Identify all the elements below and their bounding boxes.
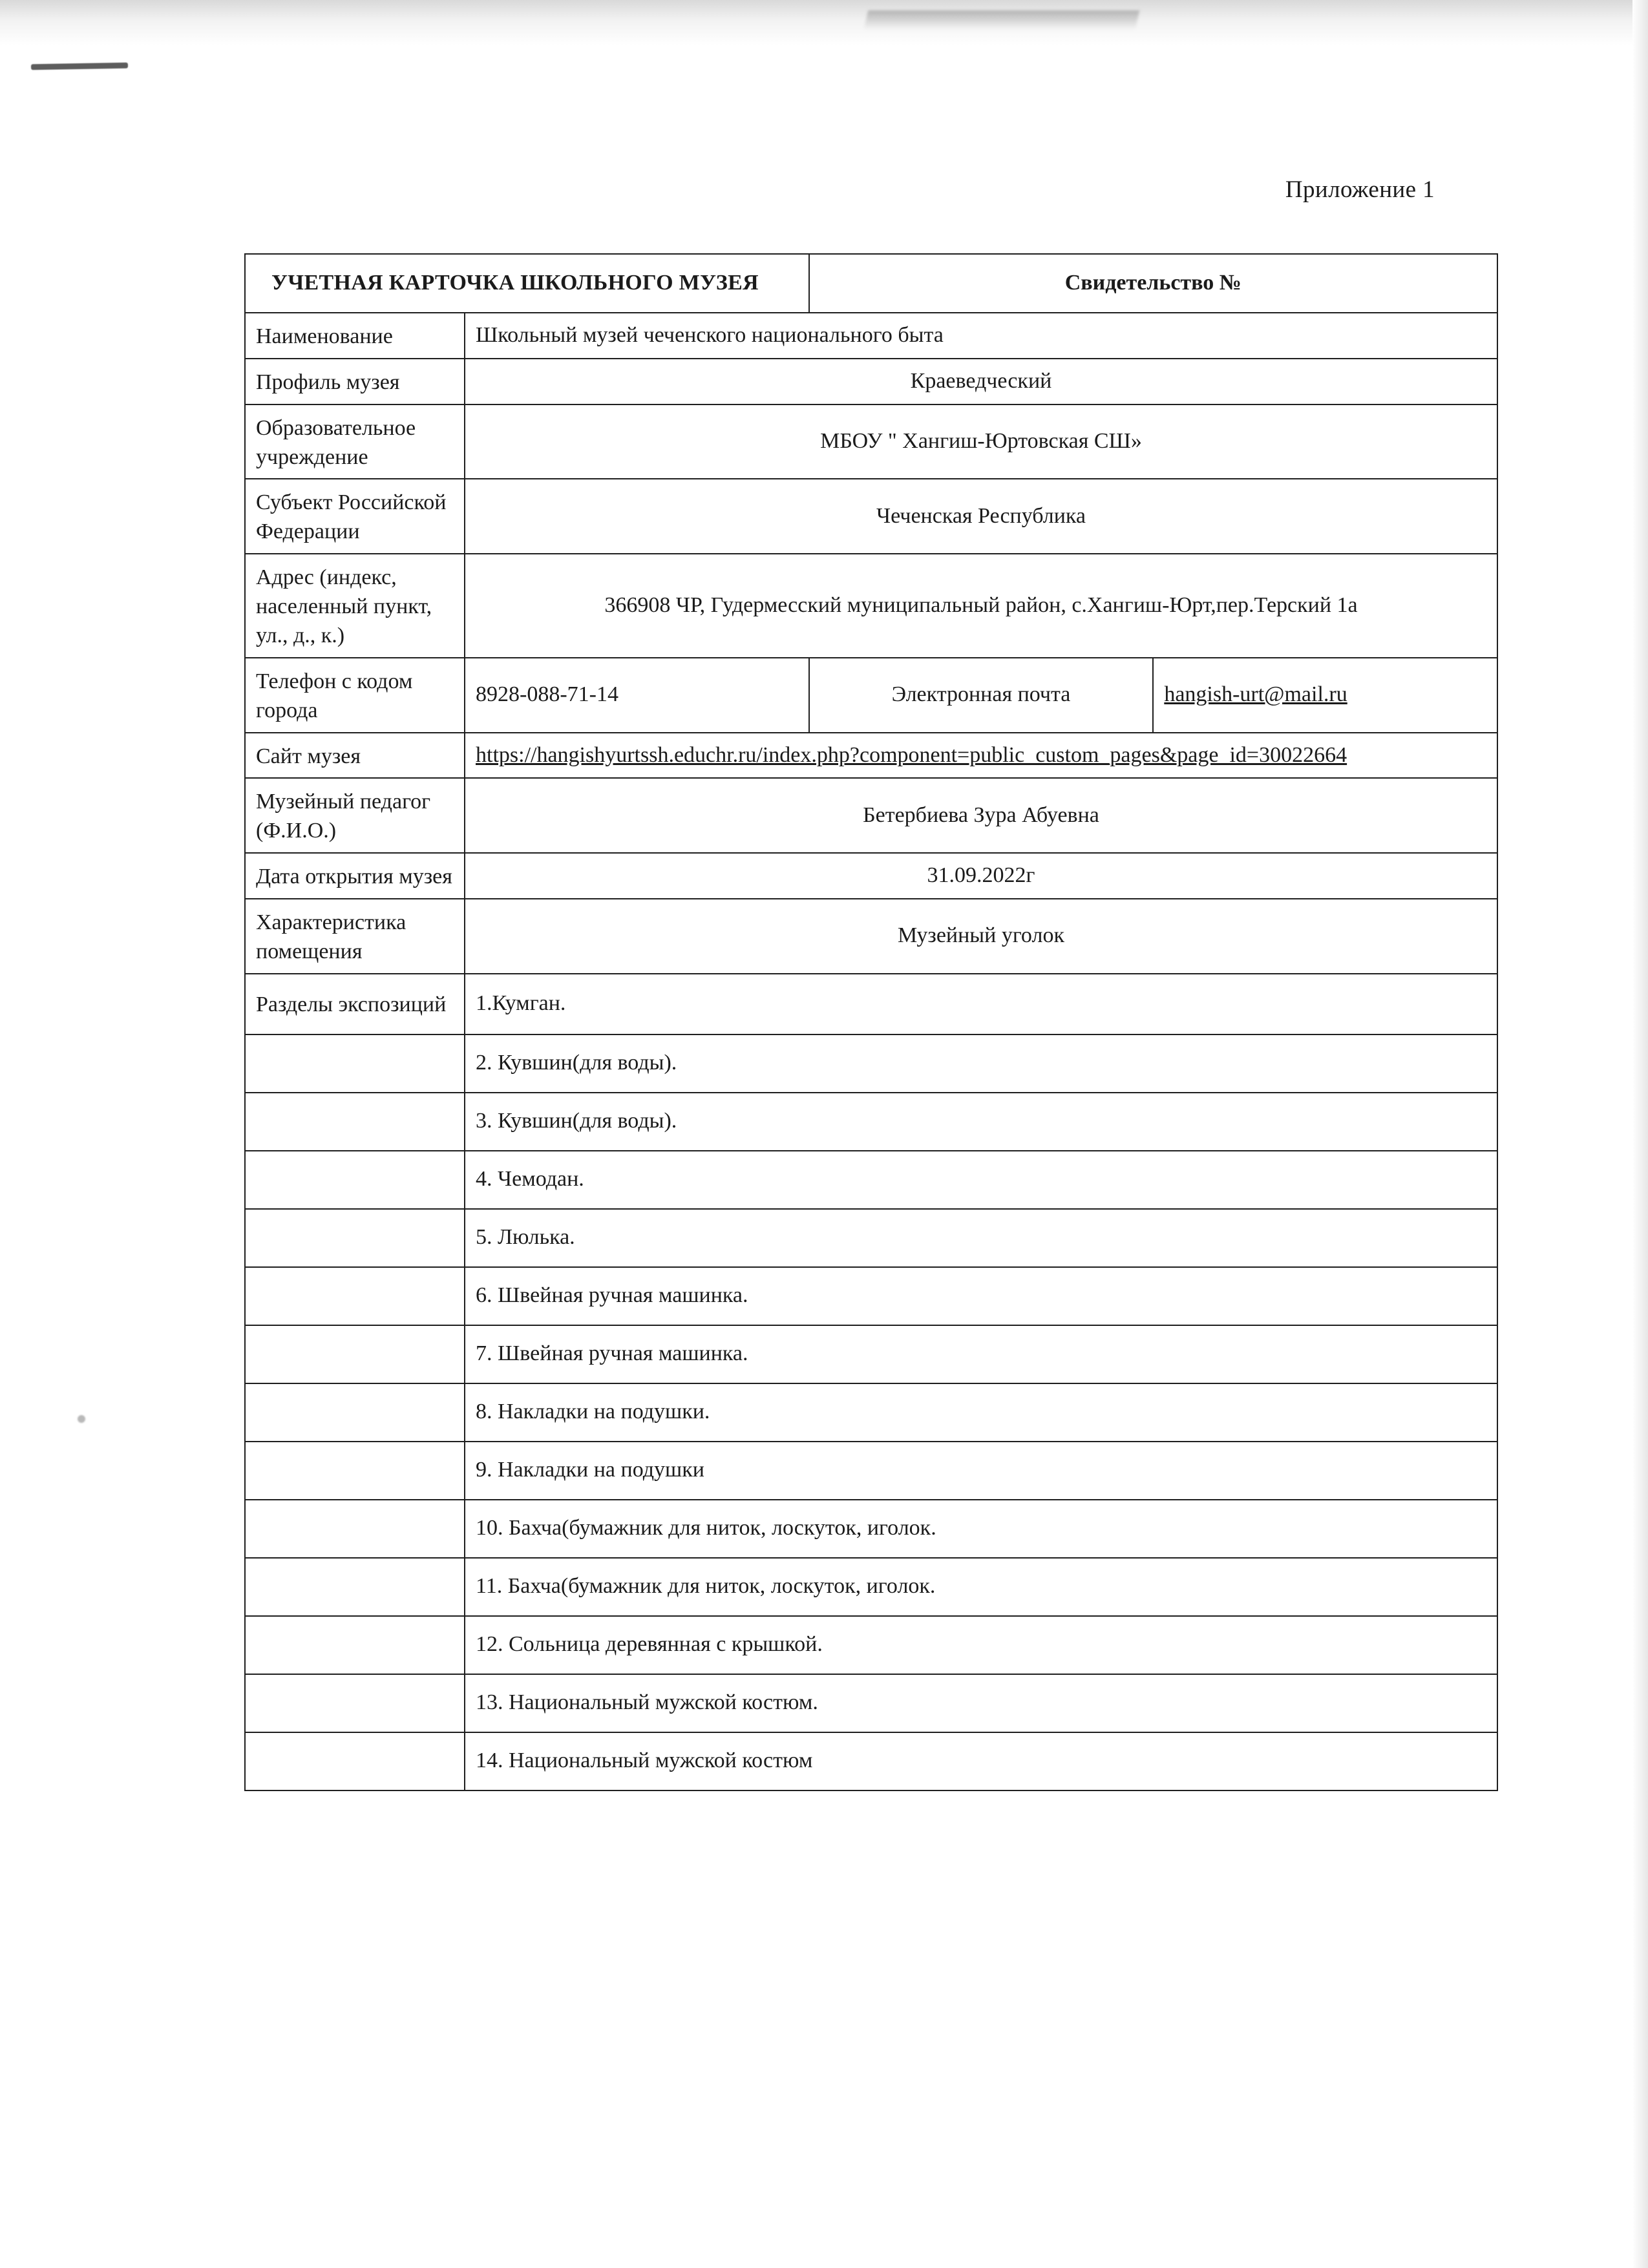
exposition-label-spacer <box>245 1442 465 1500</box>
exposition-label-spacer <box>245 1093 465 1151</box>
exposition-item: 4. Чемодан. <box>465 1151 1497 1209</box>
exposition-label-spacer <box>245 1500 465 1558</box>
table-row <box>245 359 1497 404</box>
exposition-row <box>245 1442 1497 1500</box>
card-header-row <box>245 254 1497 313</box>
table-row <box>245 899 1497 974</box>
exposition-item: 14. Национальный мужской костюм <box>465 1732 1497 1790</box>
exposition-row <box>245 1325 1497 1383</box>
museum-record-card <box>244 253 1498 1791</box>
appendix-label: Приложение 1 <box>1285 176 1435 203</box>
row-label-name: Наименование <box>245 313 465 359</box>
exposition-item: 5. Люлька. <box>465 1209 1497 1267</box>
exposition-item: 10. Бахча(бумажник для ниток, лоскуток, иголок. <box>465 1500 1497 1558</box>
row-value-open-date: 31.09.2022г <box>465 853 1497 899</box>
exposition-row <box>245 1383 1497 1442</box>
row-value-name: Школьный музей чеченского национального быта <box>465 313 1497 359</box>
exposition-row <box>245 1267 1497 1325</box>
exposition-item: 11. Бахча(бумажник для ниток, лоскуток, иголок. <box>465 1558 1497 1616</box>
exposition-item: 13. Национальный мужской костюм. <box>465 1674 1497 1732</box>
exposition-row <box>245 1209 1497 1267</box>
exposition-label-spacer <box>245 1674 465 1732</box>
row-value-profile: Краеведческий <box>465 359 1497 404</box>
row-value-address: 366908 ЧР, Гудермесский муниципальный район, с.Хангиш-Юрт,пер.Терский 1а <box>465 554 1497 658</box>
exposition-row <box>245 1151 1497 1209</box>
row-label-phone: Телефон с кодом города <box>245 658 465 733</box>
scan-shadow <box>0 0 1648 45</box>
row-label-open-date: Дата открытия музея <box>245 853 465 899</box>
row-value-email[interactable] <box>1153 658 1497 733</box>
exposition-label-spacer <box>245 1558 465 1616</box>
exposition-label-spacer <box>245 1383 465 1442</box>
row-label-teacher: Музейный педагог (Ф.И.О.) <box>245 778 465 853</box>
table-row <box>245 404 1497 479</box>
exposition-item: 6. Швейная ручная машинка. <box>465 1267 1497 1325</box>
table-row <box>245 853 1497 899</box>
exposition-item: 8. Накладки на подушки. <box>465 1383 1497 1442</box>
row-label-email: Электронная почта <box>809 658 1154 733</box>
certificate-number-label: Свидетельство № <box>809 254 1497 313</box>
exposition-label-spacer <box>245 1151 465 1209</box>
exposition-row <box>245 1732 1497 1790</box>
row-value-premises: Музейный уголок <box>465 899 1497 974</box>
row-label-expositions: Разделы экспозиций <box>245 974 465 1034</box>
exposition-row <box>245 1558 1497 1616</box>
exposition-label-spacer <box>245 1732 465 1790</box>
table-row <box>245 554 1497 658</box>
exposition-row <box>245 1616 1497 1674</box>
contact-row <box>245 658 1497 733</box>
exposition-row <box>245 1674 1497 1732</box>
exposition-item: 3. Кувшин(для воды). <box>465 1093 1497 1151</box>
exposition-label-spacer <box>245 1325 465 1383</box>
scan-mark-artifact <box>31 63 128 70</box>
row-label-address: Адрес (индекс, населенный пункт, ул., д., к.) <box>245 554 465 658</box>
card-title: УЧЕТНАЯ КАРТОЧКА ШКОЛЬНОГО МУЗЕЯ <box>245 254 809 313</box>
exposition-row <box>245 1500 1497 1558</box>
exposition-item: 1.Кумган. <box>465 974 1497 1034</box>
page-edge-shadow <box>1632 0 1648 2268</box>
museum-site-link[interactable]: https://hangishyurtssh.educhr.ru/index.php?component=public_custom_pages&page_id=30022664 <box>465 733 1497 779</box>
row-value-teacher: Бетербиева Зура Абуевна <box>465 778 1497 853</box>
exposition-row <box>245 1093 1497 1151</box>
exposition-item: 12. Сольница деревянная с крышкой. <box>465 1616 1497 1674</box>
exposition-label-spacer <box>245 1034 465 1093</box>
row-label-institution: Образовательное учреждение <box>245 404 465 479</box>
email-link[interactable]: hangish-urt@mail.ru <box>1164 682 1347 707</box>
exposition-row <box>245 1034 1497 1093</box>
table-row <box>245 778 1497 853</box>
scan-curl-artifact <box>864 10 1139 30</box>
exposition-row <box>245 974 1497 1034</box>
row-label-premises: Характеристика помещения <box>245 899 465 974</box>
exposition-item: 2. Кувшин(для воды). <box>465 1034 1497 1093</box>
exposition-item: 9. Накладки на подушки <box>465 1442 1497 1500</box>
site-row <box>245 733 1497 779</box>
exposition-item: 7. Швейная ручная машинка. <box>465 1325 1497 1383</box>
scan-speck-artifact <box>78 1415 85 1423</box>
table-row <box>245 479 1497 554</box>
table-row <box>245 313 1497 359</box>
row-value-phone: 8928-088-71-14 <box>465 658 809 733</box>
exposition-label-spacer <box>245 1616 465 1674</box>
exposition-label-spacer <box>245 1267 465 1325</box>
exposition-label-spacer <box>245 1209 465 1267</box>
row-value-region: Чеченская Республика <box>465 479 1497 554</box>
row-label-profile: Профиль музея <box>245 359 465 404</box>
row-label-site: Сайт музея <box>245 733 465 779</box>
row-label-region: Субъект Российской Федерации <box>245 479 465 554</box>
row-value-institution: МБОУ " Хангиш-Юртовская СШ» <box>465 404 1497 479</box>
